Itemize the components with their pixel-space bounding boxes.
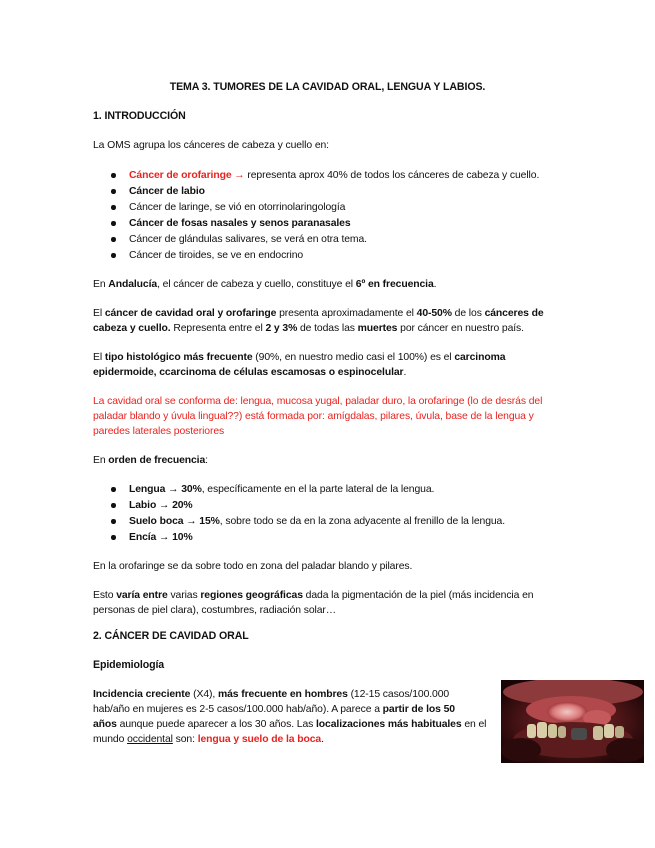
list-item-text: , sobre todo se da en la zona adyacente al frenillo de la lengua. [219,516,506,527]
epidemiology-line-4 [93,732,324,748]
text-run-bold: Andalucía [108,279,158,290]
text-run-bold: cabeza y cuello. [93,323,171,334]
anatomy-note-line-3: paredes laterales posteriores [93,426,225,437]
list-item [129,168,539,184]
prevalence-line-2 [93,321,524,337]
text-run-bold: carcinoma [454,352,506,363]
list-item-text: Cáncer de tiroides, se ve en endocrino [129,250,304,261]
histology-line-1 [93,350,505,366]
bullet-icon [111,519,116,524]
list-item [129,200,345,216]
text-run-bold: años [93,719,117,730]
bullet-icon [111,205,116,210]
anatomy-note-line-2: paladar blando y úvula lingual??) está formada por: amígdalas, pilares, úvula, base de la lengua y [93,411,534,422]
bullet-icon [111,535,116,540]
oral-lesion-image [501,680,644,763]
text-run: En [93,455,109,466]
epidemiology-line-2 [93,702,455,718]
list-item-bold: Cáncer de orofaringe → [129,170,245,181]
text-run: de los [451,308,485,319]
text-run-bold: localizaciones más habituales [316,719,462,730]
andalucia-paragraph [93,277,436,293]
text-run: En [93,279,109,290]
text-run: . [403,367,407,378]
epidemiology-line-3 [93,717,486,733]
text-run: . [321,734,324,745]
epidemiology-subheading: Epidemiología [93,659,165,671]
anatomy-note-line-1: La cavidad oral se conforma de: lengua, mucosa yugal, paladar duro, la orofaringe (lo de desrás del [93,396,543,407]
bullet-icon [111,173,116,178]
text-run-bold: cáncer de cavidad oral y orofaringe [104,308,277,319]
text-run-bold: muertes [357,323,398,334]
list-item [129,482,434,498]
text-run-underline: occidental [127,734,173,745]
text-run: : [205,455,208,466]
list-item-bold: Cáncer de labio [129,186,205,197]
text-run: . [433,279,437,290]
list-item-bold: Encía → 10% [129,532,193,543]
list-item [129,184,205,200]
list-item [129,514,505,530]
list-item [129,248,303,264]
bullet-icon [111,221,116,226]
text-run-bold: epidermoide, ccarcinoma de células escamosas o espinocelular [93,367,404,378]
oral-lesion-photo [501,680,644,763]
list-item [129,498,193,514]
bullet-icon [111,253,116,258]
text-run: en el [461,719,487,730]
text-run: mundo [93,734,128,745]
list-item-bold: Labio → 20% [129,500,193,511]
list-item-text: Cáncer de laringe, se vió en otorrinolaringología [129,202,346,213]
document-title: TEMA 3. TUMORES DE LA CAVIDAD ORAL, LENGUA Y LABIOS. [169,81,486,93]
text-run: , el cáncer de cabeza y cuello, constituye el [157,279,356,290]
text-run: El [93,308,105,319]
list-item [129,530,193,546]
text-run: (12-15 casos/100.000 [347,689,450,700]
text-run-bold: partir de los 50 [382,704,455,715]
variation-line-2: personas de piel clara), costumbres, radiación solar… [93,605,337,616]
section-2-heading: 2. CÁNCER DE CAVIDAD ORAL [93,630,249,642]
bullet-icon [111,487,116,492]
text-run: varias [167,590,201,601]
list-item [129,216,351,232]
text-run: por cáncer en nuestro país. [397,323,524,334]
frequency-intro [93,453,208,469]
text-run-bold: 2 y 3% [265,323,298,334]
bullet-icon [111,237,116,242]
list-item-bold: Cáncer de fosas nasales y senos paranasales [129,218,351,229]
text-run-bold: 6º en frecuencia [355,279,434,290]
bullet-icon [111,189,116,194]
text-run-bold: 40-50% [416,308,452,319]
section-1-heading: 1. INTRODUCCIÓN [93,110,186,122]
text-run: El [93,352,105,363]
text-run: (90%, en nuestro medio casi el 100%) es el [252,352,455,363]
text-run-bold: varía entre [116,590,168,601]
list-item-bold: Lengua → 30% [129,484,202,495]
text-run-red: lengua y suelo de la boca [197,734,322,745]
text-run-bold: cánceres de [484,308,544,319]
bullet-icon [111,503,116,508]
list-item-text: , específicamente en el la parte lateral de la lengua. [201,484,435,495]
text-run: son: [172,734,198,745]
variation-line-1 [93,588,533,604]
list-item [129,232,367,248]
epidemiology-line-1 [93,687,449,703]
list-item-bold: Suelo boca → 15% [129,516,220,527]
text-run-bold: más frecuente en hombres [217,689,348,700]
text-run-bold: Incidencia creciente [93,689,191,700]
text-run: aunque puede aparecer a los 30 años. Las [116,719,317,730]
histology-line-2 [93,365,406,381]
text-run: presenta aproximadamente el [276,308,417,319]
intro-text: La OMS agrupa los cánceres de cabeza y cuello en: [93,140,329,151]
list-item-text: Cáncer de glándulas salivares, se verá en otra tema. [129,234,367,245]
text-run-bold: tipo histológico más frecuente [104,352,253,363]
text-run: hab/año en mujeres es 2-5 casos/100.000 hab/año). A parece a [93,704,383,715]
orofaringe-text: En la orofaringe se da sobre todo en zona del paladar blando y pilares. [93,561,413,572]
text-run-bold: regiones geográficas [200,590,303,601]
text-run-bold: orden de frecuencia [108,455,206,466]
text-run: Representa entre el [170,323,266,334]
list-item-text: representa aprox 40% de todos los cánceres de cabeza y cuello. [244,170,540,181]
prevalence-line-1 [93,306,544,322]
text-run: (X4), [190,689,218,700]
text-run: de todas las [297,323,358,334]
text-run: Esto [93,590,117,601]
text-run: dada la pigmentación de la piel (más incidencia en [302,590,534,601]
